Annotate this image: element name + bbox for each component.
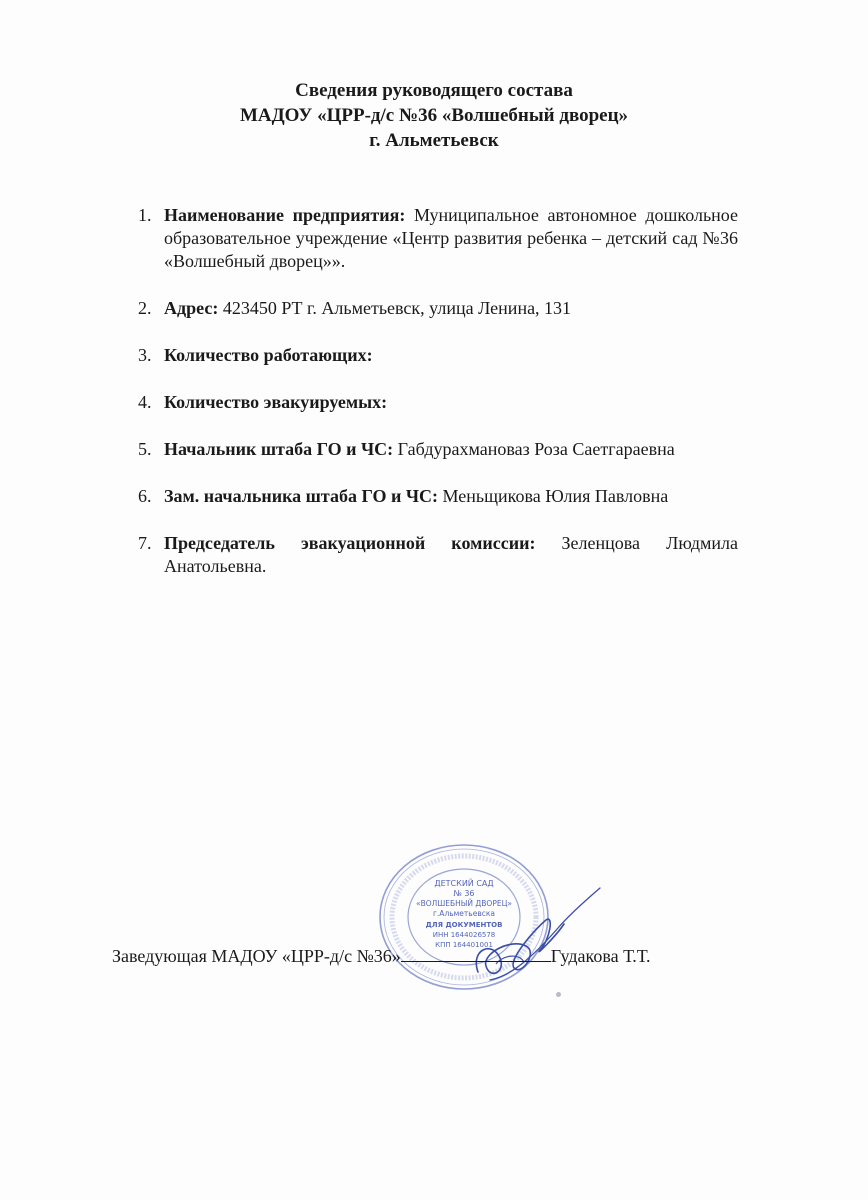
item-label: Начальник штаба ГО и ЧС: xyxy=(164,439,394,459)
item-value: Меньщикова Юлия Павловна xyxy=(438,486,669,506)
title-line-1: Сведения руководящего состава xyxy=(295,80,573,101)
list-item-enterprise xyxy=(138,204,738,273)
stamp-line-7: КПП 164401001 xyxy=(435,941,493,949)
item-label: Адрес: xyxy=(164,298,219,318)
stamp-line-5: ДЛЯ ДОКУМЕНТОВ xyxy=(425,921,503,929)
list-item-civil-defense-head xyxy=(138,438,738,461)
document-title xyxy=(0,78,868,153)
list-item-address xyxy=(138,297,738,320)
item-number: 4. xyxy=(138,392,152,412)
item-number: 6. xyxy=(138,486,152,506)
signer-name: Гудакова Т.Т. xyxy=(550,946,651,966)
item-value: Габдурахмановаз Роза Саетгараевна xyxy=(393,439,675,459)
list-item-civil-defense-deputy xyxy=(138,485,738,508)
item-number: 5. xyxy=(138,439,152,459)
signer-position: Заведующая МАДОУ «ЦРР-д/с №36» xyxy=(112,946,401,966)
item-label: Наименование предприятия: xyxy=(164,205,406,225)
list-item-evacuees xyxy=(138,391,738,414)
item-label: Председатель эвакуационной комиссии: xyxy=(164,533,536,553)
item-value: Муниципальное автономное дошкольное образовательное учреждение «Центр развития ребенка – детский сад №36 «Волшебный дворец»». xyxy=(164,205,738,271)
item-label: Количество эвакуируемых: xyxy=(164,392,388,412)
item-label: Количество работающих: xyxy=(164,345,373,365)
item-value: 423450 РТ г. Альметьевск, улица Ленина, 131 xyxy=(218,298,572,318)
signature-row xyxy=(112,944,650,968)
item-value: Зеленцова Людмила Анатольевна. xyxy=(164,533,738,576)
info-list xyxy=(138,204,738,602)
item-label: Зам. начальника штаба ГО и ЧС: xyxy=(164,486,439,506)
ink-dot xyxy=(556,992,561,997)
stamp-line-2: № 36 xyxy=(453,889,475,898)
handwritten-signature xyxy=(430,880,620,990)
item-number: 7. xyxy=(138,533,152,553)
stamp-line-6: ИНН 1644026578 xyxy=(432,931,496,939)
stamp-line-3: «ВОЛШЕБНЫЙ ДВОРЕЦ» xyxy=(415,899,513,908)
item-number: 3. xyxy=(138,345,152,365)
list-item-evacuation-chair xyxy=(138,532,738,578)
title-line-3: г. Альметьевск xyxy=(369,130,499,151)
signature-line xyxy=(401,947,551,962)
item-number: 2. xyxy=(138,298,152,318)
stamp-line-1: ДЕТСКИЙ САД xyxy=(434,879,494,888)
stamp-line-4: г.Альметьевска xyxy=(432,909,496,918)
title-line-2: МАДОУ «ЦРР-д/с №36 «Волшебный дворец» xyxy=(239,105,629,126)
list-item-employees xyxy=(138,344,738,367)
item-number: 1. xyxy=(138,205,152,225)
